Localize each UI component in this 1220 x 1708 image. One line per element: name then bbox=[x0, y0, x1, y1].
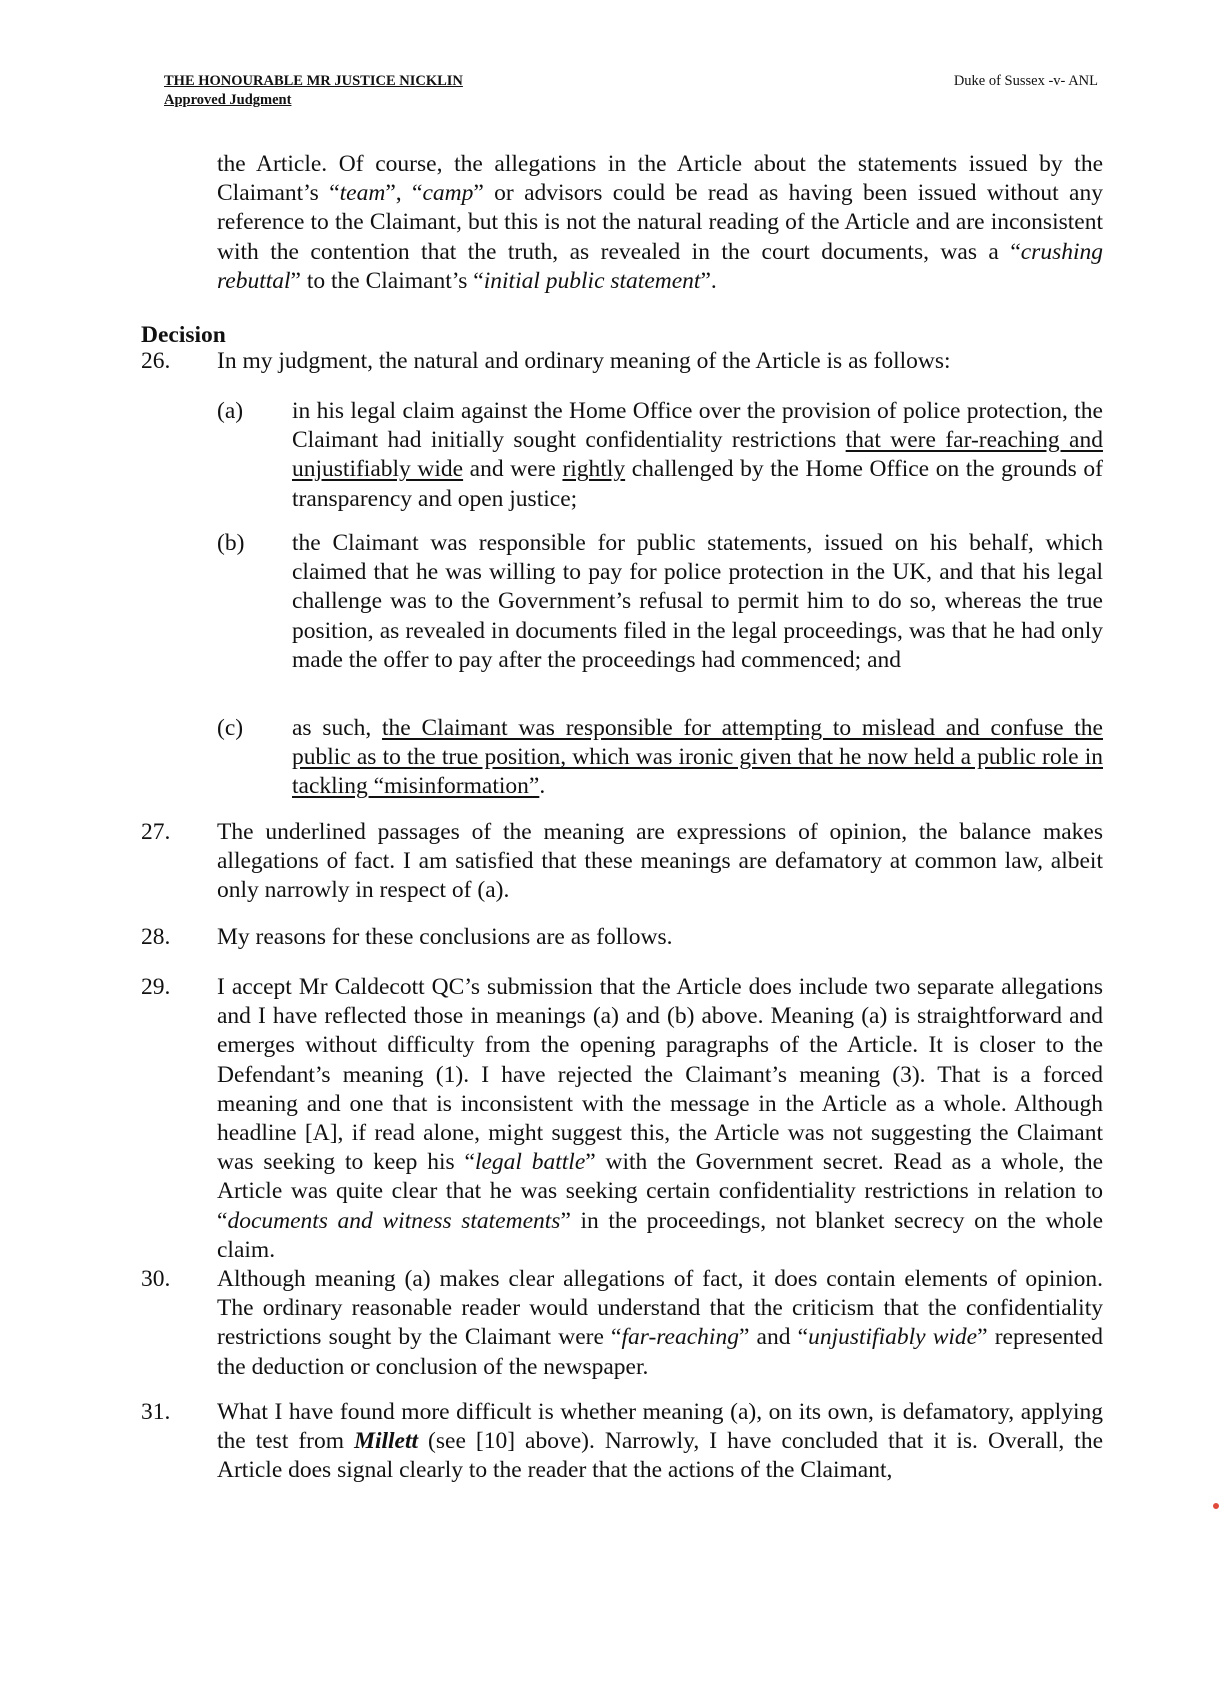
paragraph-30 bbox=[141, 1265, 1103, 1382]
paragraph-text: My reasons for these conclusions are as follows. bbox=[217, 924, 673, 950]
subitem-text: the Claimant was responsible for public statements, issued on his behalf, which claimed that he was willing to pay for police protection in the UK, and that his legal challenge was to the Government’s refusal to permit him to do so, whereas the true position, as revealed in documents filed in the legal proceedings, was that he had only made the offer to pay after the proceedings had commenced; and bbox=[292, 530, 1103, 673]
paragraph-text: I accept Mr Caldecott QC’s submission that the Article does include two separate allegations and I have reflected those in meanings (a) and (b) above. Meaning (a) is straightforward and emerges without difficulty from the opening paragraphs of the Article. It is closer to the Defendant’s meaning (1). I have rejected the Claimant’s meaning (3). That is a forced meaning and one that is inconsistent with the message in the Article as a whole. Although headline [A], if read alone, might suggest this, the Article was not suggesting the Claimant was seeking to keep his “legal battle” with the Government secret. Read as a whole, the Article was quite clear that he was seeking certain confidentiality restrictions in relation to “documents and witness statements” in the proceedings, not blanket secrecy on the whole claim. bbox=[217, 974, 1104, 1263]
subitem-label: (a) bbox=[217, 398, 244, 424]
judge-name: THE HONOURABLE MR JUSTICE NICKLIN bbox=[164, 73, 463, 89]
paragraph-text: Although meaning (a) makes clear allegations of fact, it does contain elements of opinion. The ordinary reasonable reader would understand that the criticism that the confidentiality restrictions sought by the Claimant were “far-reaching” and “unjustifiably wide” represented the deduction or conclusion of the newspaper. bbox=[217, 1266, 1103, 1380]
subitem-label: (c) bbox=[217, 715, 244, 741]
paragraph-text: The underlined passages of the meaning are expressions of opinion, the balance makes allegations of fact. I am satisfied that these meanings are defamatory at common law, albeit only narrowly in respect of (a). bbox=[217, 819, 1103, 904]
meaning-a bbox=[217, 397, 1103, 514]
paragraph-number: 28. bbox=[141, 924, 171, 950]
paragraph-number: 31. bbox=[141, 1399, 171, 1425]
case-title: Duke of Sussex -v- ANL bbox=[953, 73, 1098, 89]
paragraph-28 bbox=[141, 923, 1103, 952]
paragraph-text: What I have found more difficult is whether meaning (a), on its own, is defamatory, applying the test from Millett (see [10] above). Narrowly, I have concluded that it is. Overall, the Article does signal clearly to the reader that the actions of the Claimant, bbox=[217, 1399, 1103, 1484]
page-header-left bbox=[164, 72, 463, 110]
paragraph-number: 30. bbox=[141, 1266, 171, 1292]
judgment-status: Approved Judgment bbox=[164, 92, 292, 108]
subitem-label: (b) bbox=[217, 530, 245, 556]
paragraph-number: 29. bbox=[141, 974, 171, 1000]
meaning-c bbox=[217, 714, 1103, 802]
paragraph-number: 27. bbox=[141, 819, 171, 845]
continuation-paragraph: the Article. Of course, the allegations in the Article about the statements issued by the Claimant’s “team”, “camp” or advisors could be read as having been issued without any reference to the Claimant, but this is not the natural reading of the Article and are inconsistent with the contention that the truth, as revealed in the court documents, was a “crushing rebuttal” to the Claimant’s “initial public statement”. bbox=[217, 151, 1103, 294]
paragraph-number: 26. bbox=[141, 348, 171, 374]
paragraph-27 bbox=[141, 818, 1103, 906]
paragraph-text: In my judgment, the natural and ordinary meaning of the Article is as follows: bbox=[217, 348, 951, 374]
subitem-text: as such, the Claimant was responsible for attempting to mislead and confuse the public as to the true position, which was ironic given that he now held a public role in tackling “misinformation”. bbox=[292, 715, 1103, 800]
paragraph-26 bbox=[141, 347, 1103, 376]
paragraph-29 bbox=[141, 973, 1103, 1265]
paragraph-31 bbox=[141, 1398, 1103, 1486]
meaning-b bbox=[217, 529, 1103, 675]
margin-mark-dot bbox=[1213, 1503, 1219, 1509]
subitem-text: in his legal claim against the Home Office over the provision of police protection, the Claimant had initially sought confidentiality restrictions that were far-reaching and unjustifiably wide and were rightly challenged by the Home Office on the grounds of transparency and open justice; bbox=[292, 398, 1103, 512]
section-heading: Decision bbox=[141, 322, 226, 348]
